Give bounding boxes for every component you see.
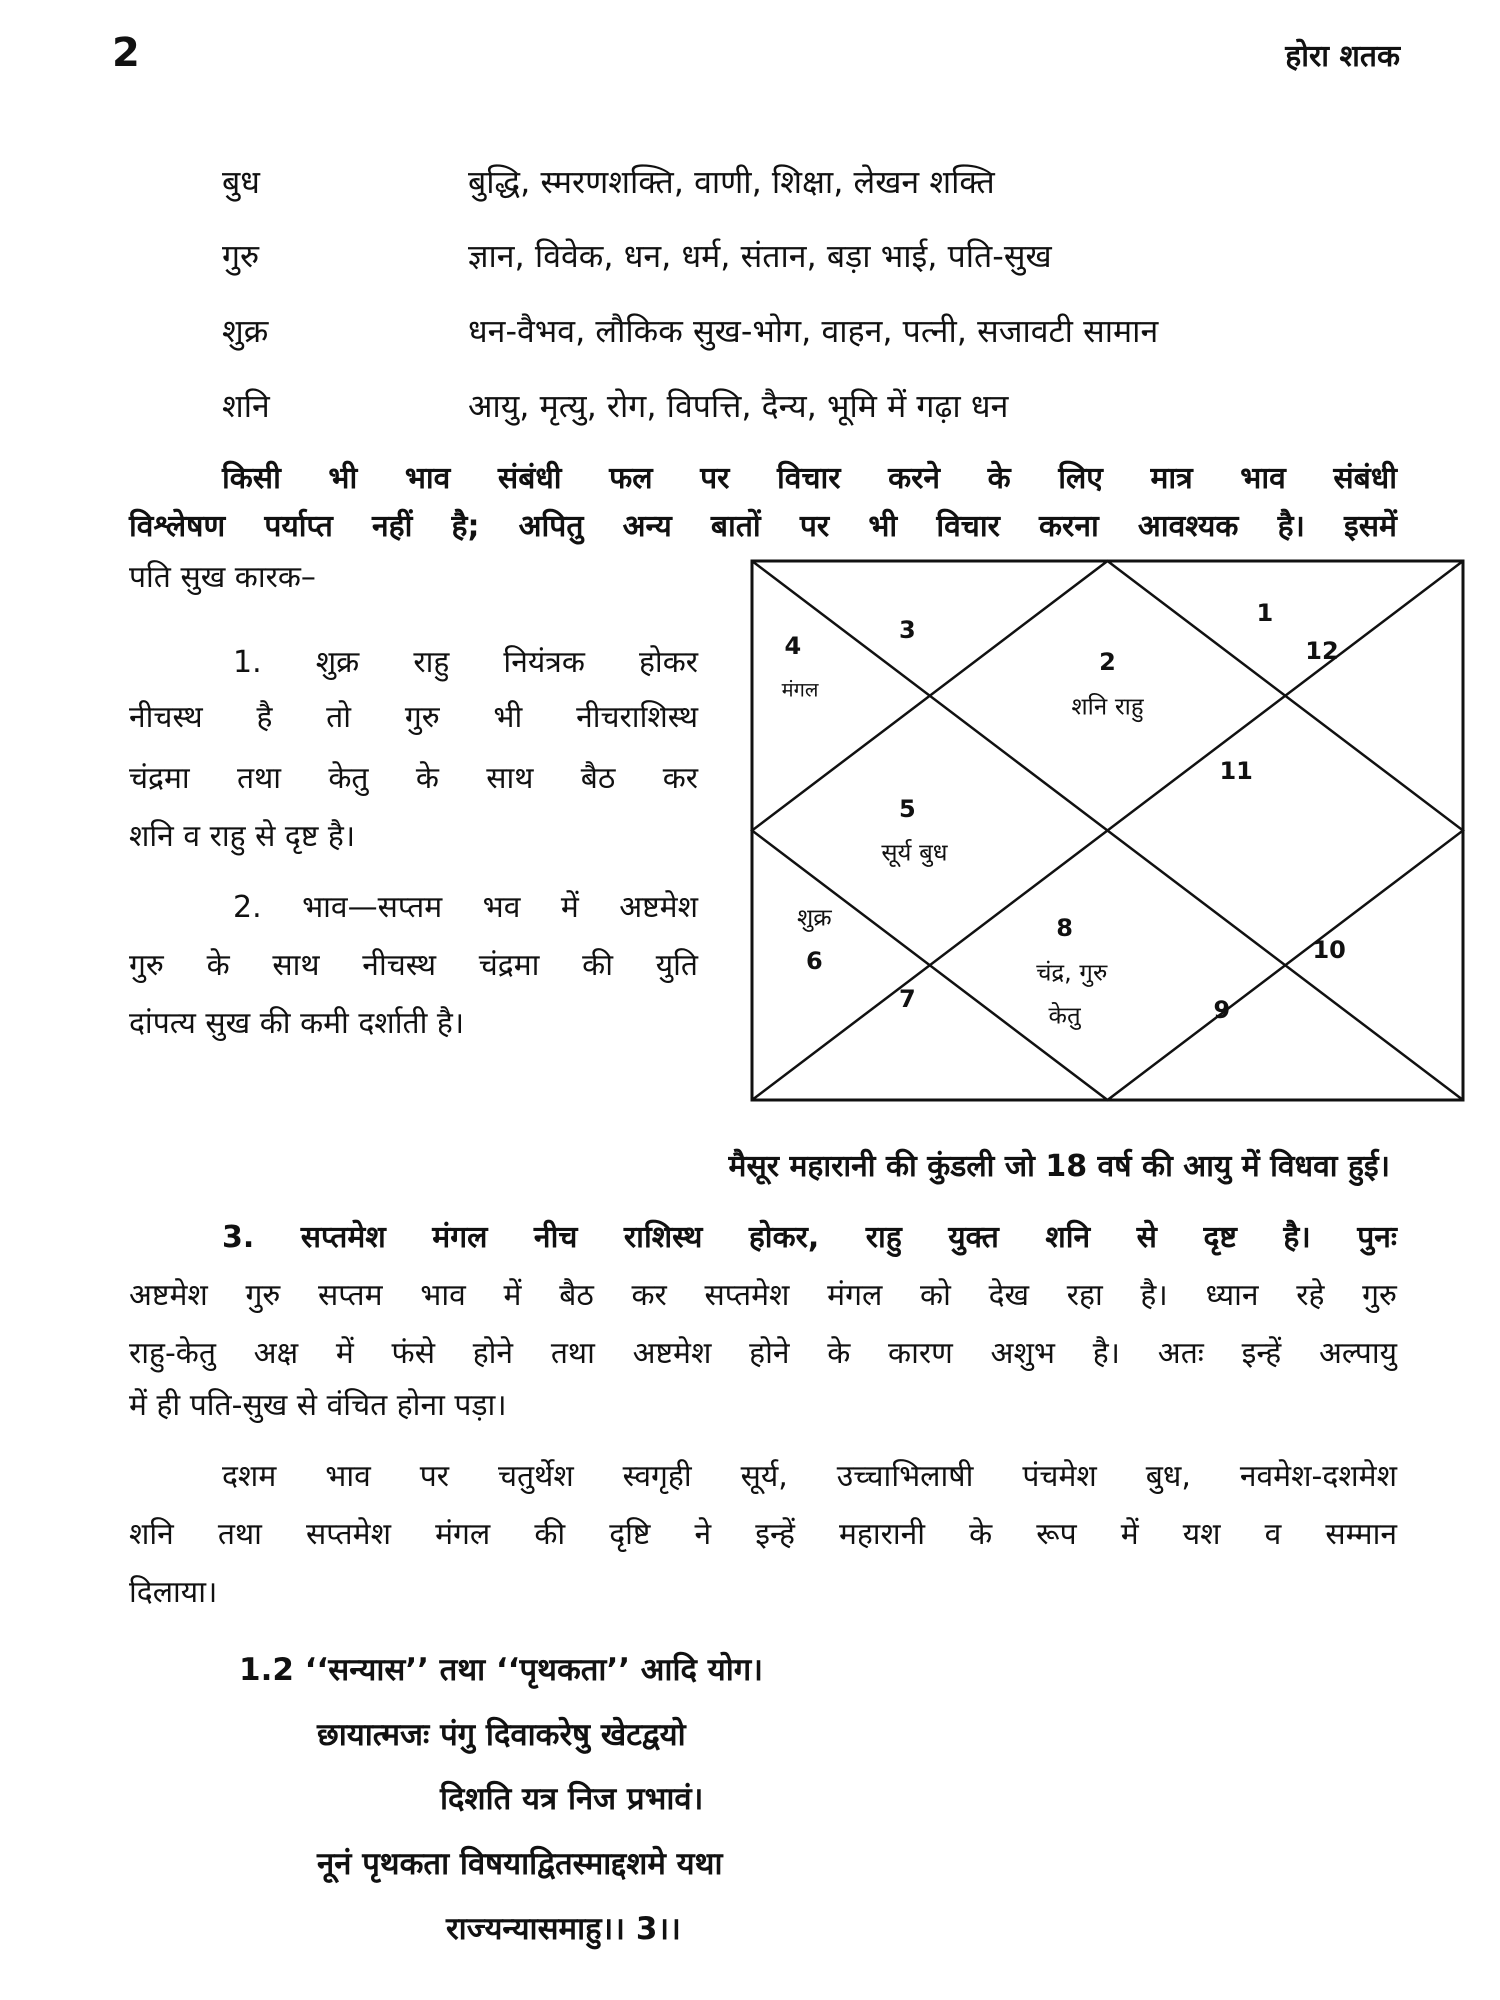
house-number: 11 <box>1219 756 1253 785</box>
point1-line: नीचस्थ है तो गुरु भी नीचराशिस्थ <box>129 700 698 735</box>
paragraph-line: दिलाया। <box>129 1575 218 1610</box>
house-number: 3 <box>898 615 916 644</box>
running-header: होरा शतक <box>1285 39 1400 74</box>
point3-line: 3. सप्तमेश मंगल नीच राशिस्थ होकर, राहु युक्त शनि से दृष्ट है। पुनः <box>222 1220 1397 1255</box>
point3-line: राहु-केतु अक्ष में फंसे होने तथा अष्टमेश होने के कारण अशुभ है। अतः इन्हें अल्पायु <box>129 1336 1397 1371</box>
house-number: 2 <box>1099 648 1116 677</box>
page-number: 2 <box>112 30 140 76</box>
point3-line: अष्टमेश गुरु सप्तम भाव में बैठ कर सप्तमेश मंगल को देख रहा है। ध्यान रहे गुरु <box>129 1278 1397 1313</box>
house-planets: केतु <box>1048 1001 1081 1030</box>
house-number: 9 <box>1213 995 1231 1024</box>
planet-significations: ज्ञान, विवेक, धन, धर्म, संतान, बड़ा भाई, पति-सुख <box>468 237 1052 275</box>
verse-line: दिशति यत्र निज प्रभावं। <box>440 1781 704 1817</box>
house-number: 12 <box>1305 637 1339 666</box>
planet-significations: धन-वैभव, लौकिक सुख-भोग, वाहन, पत्नी, सजावटी सामान <box>468 312 1159 350</box>
section-heading: 1.2 ‘‘सन्यास’’ तथा ‘‘पृथकता’’ आदि योग। <box>239 1652 763 1688</box>
point1-line: 1. शुक्र राहु नियंत्रक होकर <box>233 645 698 680</box>
house-planets: मंगल <box>781 677 819 702</box>
paragraph-line: दशम भाव पर चतुर्थेश स्वगृही सूर्य, उच्चाभिलाषी पंचमेश बुध, नवमेश-दशमेश <box>222 1459 1397 1494</box>
house-planets: सूर्य बुध <box>881 838 948 867</box>
birth-chart <box>750 559 1465 1102</box>
intro-line: विश्लेषण पर्याप्त नहीं है; अपितु अन्य बातों पर भी विचार करना आवश्यक है। इसमें <box>129 509 1397 544</box>
point2-line: गुरु के साथ नीचस्थ चंद्रमा की युति <box>129 948 698 983</box>
point3-line: में ही पति-सुख से वंचित होना पड़ा। <box>129 1388 507 1423</box>
planet-significations: आयु, मृत्यु, रोग, विपत्ति, दैन्य, भूमि में गढ़ा धन <box>468 387 1009 425</box>
paragraph-line: शनि तथा सप्तमेश मंगल की दृष्टि ने इन्हें महारानी के रूप में यश व सम्मान <box>129 1517 1397 1552</box>
verse-line: राज्यन्यासमाहु।। 3।। <box>446 1911 681 1947</box>
house-number: 6 <box>805 946 823 975</box>
intro-line: पति सुख कारक– <box>129 560 316 595</box>
house-number: 5 <box>898 794 916 823</box>
house-number: 8 <box>1056 914 1073 943</box>
house-planets: चंद्र, गुरु <box>1036 958 1108 987</box>
chart-grid <box>750 559 1465 1102</box>
house-planets: शनि राहु <box>1071 692 1144 721</box>
planet-label: बुध <box>222 163 260 201</box>
planet-label: शनि <box>222 387 270 425</box>
verse-line: छायात्मजः पंगु दिवाकरेषु खेटद्वयो <box>317 1717 686 1753</box>
chart-caption: मैसूर महारानी की कुंडली जो 18 वर्ष की आयु में विधवा हुई। <box>728 1149 1390 1184</box>
house-number: 7 <box>898 984 916 1013</box>
point1-line: शनि व राहु से दृष्ट है। <box>129 819 356 854</box>
planet-label: शुक्र <box>222 312 269 350</box>
house-number: 4 <box>784 631 802 660</box>
point2-line: 2. भाव—सप्तम भव में अष्टमेश <box>233 890 698 925</box>
verse-line: नूनं पृथकता विषयाद्वितस्माद्दशमे यथा <box>317 1846 723 1882</box>
planet-label: गुरु <box>222 237 260 275</box>
point1-line: चंद्रमा तथा केतु के साथ बैठ कर <box>129 761 698 796</box>
house-number: 10 <box>1312 935 1346 964</box>
intro-line: किसी भी भाव संबंधी फल पर विचार करने के लिए मात्र भाव संबंधी <box>222 461 1397 496</box>
planet-significations: बुद्धि, स्मरणशक्ति, वाणी, शिक्षा, लेखन शक्ति <box>468 163 995 201</box>
house-planets: शुक्र <box>796 903 832 932</box>
point2-line: दांपत्य सुख की कमी दर्शाती है। <box>129 1006 465 1041</box>
house-number: 1 <box>1256 599 1274 628</box>
